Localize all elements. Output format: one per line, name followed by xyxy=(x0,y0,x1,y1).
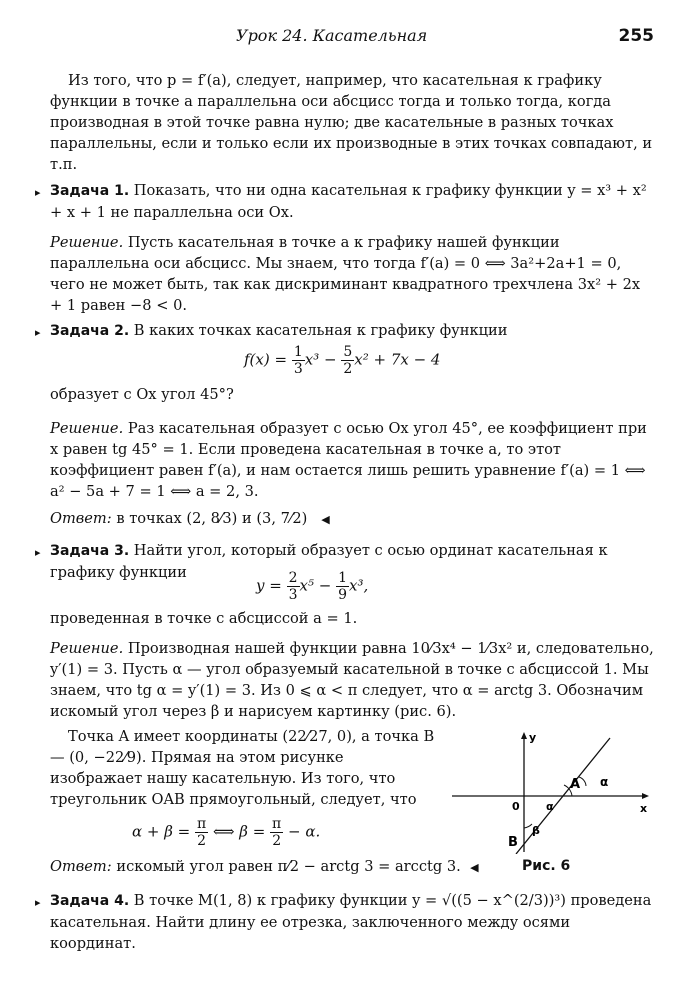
end-mark: ◀ xyxy=(470,861,479,874)
x-axis-arrow xyxy=(642,793,649,799)
task2-solution xyxy=(50,418,656,502)
task3-answer-label: Ответ: xyxy=(50,858,112,875)
fig-label-alpha: α xyxy=(546,800,554,813)
task3-title: Задача 3. xyxy=(50,543,130,559)
task1-solution-text: Пусть касательная в точке a к графику нашей функции параллельна оси абсцисс. Мы знаем, что тогда f′(a) = 0 ⟺ 3a²+2a+1 = 0, чего не может быть, так как дискриминант квадратного трехчлена 3x² + 2x + 1 равен −8 < 0. xyxy=(50,234,641,314)
task1-title: Задача 1. xyxy=(50,183,130,199)
task2-after: образует с Ox угол 45°? xyxy=(50,386,234,403)
beta-arc xyxy=(524,824,532,828)
task-marker: ▸ xyxy=(35,546,41,559)
task4 xyxy=(35,890,656,954)
task-marker: ▸ xyxy=(35,186,41,199)
task-marker: ▸ xyxy=(35,326,41,339)
task3-statement: Найти угол, который образует с осью ординат касательная к графику функции xyxy=(50,542,608,581)
task2-formula: f(x) = $\frac{1}{3}$ x³ − $\frac{5}{2}$ x² + 7x − 4 xyxy=(244,344,441,377)
page-number: 255 xyxy=(618,26,654,46)
task2-formula-left: f(x) = xyxy=(244,350,292,369)
task2-solution-text: Раз касательная образует с осью Ox угол 45°, ее коэффициент при x равен tg 45° = 1. Если проведена касательная в точке a, то этот коэффициент равен f′(a), и нам остается лишь решить уравнение f′(a) = 1 ⟺ a² − 5a + 7 = 1 ⟺ a = 2, 3. xyxy=(50,420,647,500)
fig-label-a: A xyxy=(570,777,581,792)
task1-solution xyxy=(50,232,656,316)
fig-label-beta: β xyxy=(532,824,540,837)
task1-solution-label: Решение. xyxy=(50,234,124,251)
running-title: Урок 24. Касательная xyxy=(236,26,428,45)
task3-answer xyxy=(50,856,490,878)
y-axis-arrow xyxy=(521,732,527,739)
task3-answer-text: искомый угол равен π⁄2 − arctg 3 = arcctg 3. xyxy=(116,858,461,875)
intro-paragraph: Из того, что p = f′(a), следует, например, что касательная к графику функции в точке a параллельна оси абсцисс тогда и только тогда, когда производная в этой точке равна нулю; две касательные в разных точках параллельны, если и только если их производные в этих точках совпадают, и т.п. xyxy=(50,72,653,173)
task2-answer-label: Ответ: xyxy=(50,510,112,527)
fig-label-b: B xyxy=(508,835,518,850)
task3-solution-text: Производная нашей функции равна 10⁄3x⁴ − 1⁄3x² и, следовательно, y′(1) = 3. Пусть α — угол образуемый касательной в точке с абсциссой 1. Мы знаем, что tg α = y′(1) = 3. Из 0 ⩽ α < π следует, что α = arctg 3. Обозначим искомый угол через β и нарисуем картинку (рис. 6). xyxy=(50,640,654,720)
task3-equation: α + β = $\frac{\pi}{2}$ ⟺ β = $\frac{\pi}{2}$ − α. xyxy=(132,816,321,849)
task3-points: Точка A имеет координаты (22⁄27, 0), а точка B — (0, −22⁄9). Прямая на этом рисунке изображает нашу касательную. Из того, что треугольник OAB прямоугольный, следует, что xyxy=(50,728,435,808)
task3-solution xyxy=(50,638,656,722)
task3-solution-label: Решение. xyxy=(50,640,124,657)
task4-title: Задача 4. xyxy=(50,893,130,909)
fraction: $\frac{\pi}{2}$ xyxy=(197,816,207,849)
task2-statement: В каких точках касательная к графику функции xyxy=(133,322,508,339)
fraction: $\frac{2}{3}$ xyxy=(288,570,298,603)
task2-title: Задача 2. xyxy=(50,323,130,339)
task2-answer-text: в точках (2, 8⁄3) и (3, 7⁄2) xyxy=(116,510,308,527)
task-marker: ▸ xyxy=(35,896,41,909)
page-header xyxy=(0,26,680,50)
task2-answer xyxy=(50,508,656,530)
figure-6 xyxy=(446,730,656,854)
fraction: $\frac{1}{9}$ xyxy=(338,570,348,603)
task2-solution-label: Решение. xyxy=(50,420,124,437)
fraction: $\frac{1}{3}$ xyxy=(293,344,303,377)
task3-formula: y = $\frac{2}{3}$ x⁵ − $\frac{1}{9}$ x³, xyxy=(256,570,369,603)
fraction: $\frac{5}{2}$ xyxy=(343,344,353,377)
end-mark: ◀ xyxy=(321,513,330,526)
fig-label-o: 0 xyxy=(512,800,520,813)
fig-label-y: y xyxy=(529,731,537,744)
task1-statement: Показать, что ни одна касательная к графику функции y = x³ + x² + x + 1 не параллельна оси Ox. xyxy=(50,182,647,221)
task2 xyxy=(35,320,656,342)
fig-label-x: x xyxy=(640,802,648,815)
figure-caption: Рис. 6 xyxy=(522,858,571,874)
task1 xyxy=(35,180,656,223)
fig-label-alpha-top: α xyxy=(600,775,609,789)
task3-after: проведенная в точке с абсциссой a = 1. xyxy=(50,610,358,627)
fraction: $\frac{\pi}{2}$ xyxy=(272,816,282,849)
task4-statement: В точке M(1, 8) к графику функции y = √((5 − x^(2/3))³) проведена касательная. Найти длину ее отрезка, заключенного между осями координат. xyxy=(50,892,652,952)
